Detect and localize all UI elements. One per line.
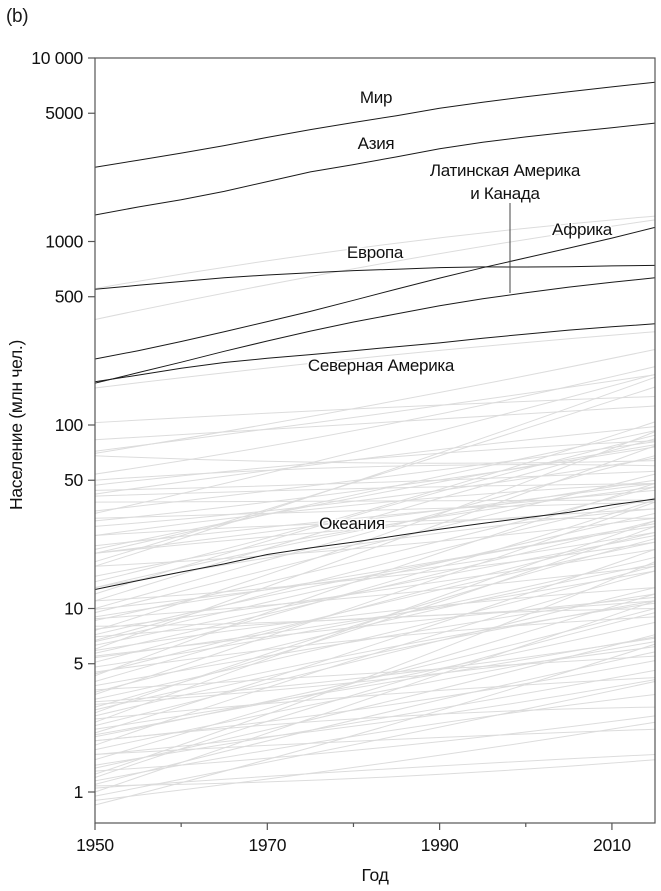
country-line <box>95 682 655 797</box>
x-tick-label: 1950 <box>76 835 114 855</box>
country-line <box>95 374 655 513</box>
country-line <box>95 474 655 612</box>
country-line <box>95 597 655 656</box>
x-tick-label: 2010 <box>593 835 631 855</box>
series-label-europe: Европа <box>346 243 404 262</box>
y-axis-title: Население (млн чел.) <box>6 339 26 511</box>
y-tick-label: 100 <box>54 415 83 435</box>
country-line <box>95 471 655 490</box>
y-tick-label: 10 <box>64 598 83 619</box>
series-label-africa: Африка <box>552 220 612 239</box>
series-label-latin_america: Латинская Америка и Канада <box>429 161 581 203</box>
country-line <box>95 594 655 686</box>
series-label-world: Мир <box>359 88 393 107</box>
country-line <box>95 539 655 713</box>
country-line <box>95 536 655 646</box>
country-line <box>95 722 655 800</box>
x-tick-label: 1990 <box>420 835 459 855</box>
y-tick-label: 5 <box>73 653 83 674</box>
y-tick-label: 10 000 <box>31 48 83 68</box>
y-tick-label: 1 <box>73 782 83 802</box>
series-label-oceania: Океания <box>319 514 385 533</box>
series-label-north_america: Северная Америка <box>307 356 455 375</box>
country-line <box>95 521 655 653</box>
x-tick-label: 1970 <box>248 835 287 855</box>
figure-panel-label: (b) <box>6 6 29 27</box>
y-tick-label: 50 <box>64 470 83 491</box>
x-axis-title: Год <box>361 865 389 885</box>
y-tick-label: 5000 <box>45 103 83 124</box>
y-tick-label: 500 <box>54 286 83 307</box>
country-line <box>95 644 655 805</box>
y-tick-label: 1000 <box>45 231 83 252</box>
series-label-asia: Азия <box>357 134 395 153</box>
country-line <box>95 532 655 609</box>
series-line-europe <box>95 265 655 289</box>
country-lines <box>95 216 655 805</box>
country-line <box>95 397 655 423</box>
